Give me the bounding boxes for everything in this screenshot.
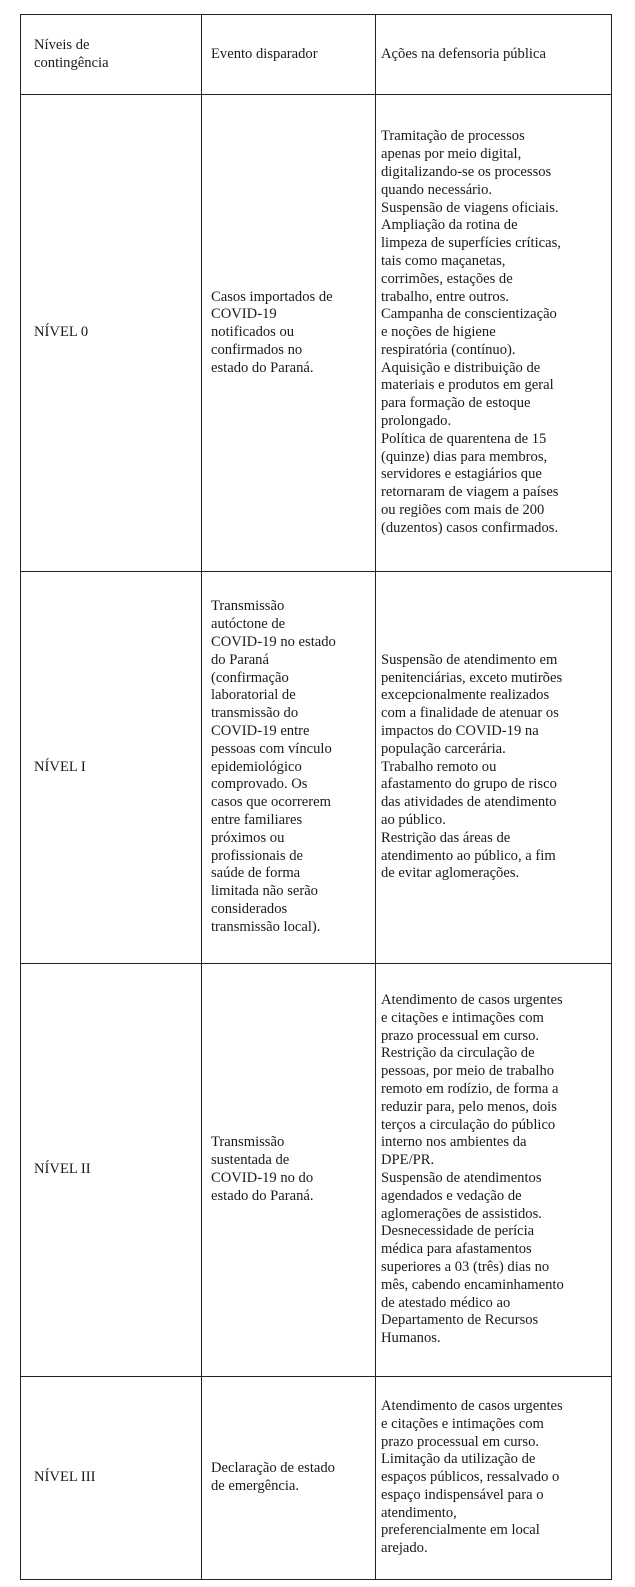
actions-cell [376, 1377, 612, 1580]
actions-cell [376, 572, 612, 964]
level-cell [21, 964, 202, 1377]
event-text: Transmissão sustentada de COVID-19 no do estado do Paraná. [211, 1134, 314, 1204]
level-cell [21, 1377, 202, 1580]
contingency-document [20, 14, 612, 1579]
level-label: NÍVEL I [34, 758, 86, 775]
event-cell [202, 1377, 376, 1580]
event-text: Transmissão autóctone de COVID-19 no estado do Paraná (confirmação laboratorial de transmissão do COVID-19 entre pessoas com vínculo epidemiológico comprovado. Os casos que ocorrerem entre familiares próximos ou profissionais de saúde de forma limitada não serão considerados transmissão local). [211, 598, 336, 935]
event-cell [202, 964, 376, 1377]
table-row [21, 1377, 612, 1580]
actions-text: Atendimento de casos urgentes e citações e intimações com prazo processual em curso. Restrição da circulação de pessoas, por meio de trabalho remoto em rodízio, de forma a reduzir para, pelo menos, dois terços a circulação do público interno nos ambientes da DPE/PR. Suspensão de atendimentos agendados e vedação de aglomerações de assistidos. Desnecessidade de perícia médica para afastamentos superiores a 03 (três) dias no mês, cabendo encaminhamento de atestado médico ao Departamento de Recursos Humanos. [381, 992, 564, 1347]
actions-text: Tramitação de processos apenas por meio digital, digitalizando-se os processos quando necessário. Suspensão de viagens oficiais. Ampliação da rotina de limpeza de superfícies críticas, tais como maçanetas, corrimões, estações de trabalho, entre outros. Campanha de conscientização e noções de higiene respiratória (contínuo). Aquisição e distribuição de materiais e produtos em geral para formação de estoque prolongado. Política de quarentena de 15 (quinze) dias para membros, servidores e estagiários que retornaram de viagem a países ou regiões com mais de 200 (duzentos) casos confirmados. [381, 128, 561, 536]
level-cell [21, 572, 202, 964]
contingency-table [20, 14, 612, 1580]
actions-text: Suspensão de atendimento em penitenciárias, exceto mutirões excepcionalmente realizados com a finalidade de atenuar os impactos do COVID-19 na população carcerária. Trabalho remoto ou afastamento do grupo de risco das atividades de atendimento ao público. Restrição das áreas de atendimento ao público, a fim de evitar aglomerações. [381, 651, 563, 882]
event-cell [202, 572, 376, 964]
actions-text: Atendimento de casos urgentes e citações e intimações com prazo processual em curso. Limitação da utilização de espaços públicos, ressalvado o espaço indispensável para o atendimento, preferencialmente em local arejado. [381, 1397, 563, 1557]
table-row [21, 95, 612, 572]
actions-cell [376, 95, 612, 572]
table-row [21, 964, 612, 1377]
level-label: NÍVEL III [34, 1469, 96, 1486]
header-cell-levels [21, 15, 202, 95]
header-cell-event [202, 15, 376, 95]
header-event-label: Evento disparador [211, 45, 318, 62]
event-text: Casos importados de COVID-19 notificados ou confirmados no estado do Paraná. [211, 288, 333, 376]
header-levels-label: Níveis de contingência [34, 36, 109, 71]
header-cell-actions [376, 15, 612, 95]
event-text: Declaração de estado de emergência. [211, 1460, 335, 1494]
header-actions-label: Ações na defensoria pública [381, 45, 546, 62]
actions-cell [376, 964, 612, 1377]
level-label: NÍVEL II [34, 1161, 91, 1178]
level-cell [21, 95, 202, 572]
table-row [21, 572, 612, 964]
event-cell [202, 95, 376, 572]
table-header-row [21, 15, 612, 95]
level-label: NÍVEL 0 [34, 324, 89, 341]
